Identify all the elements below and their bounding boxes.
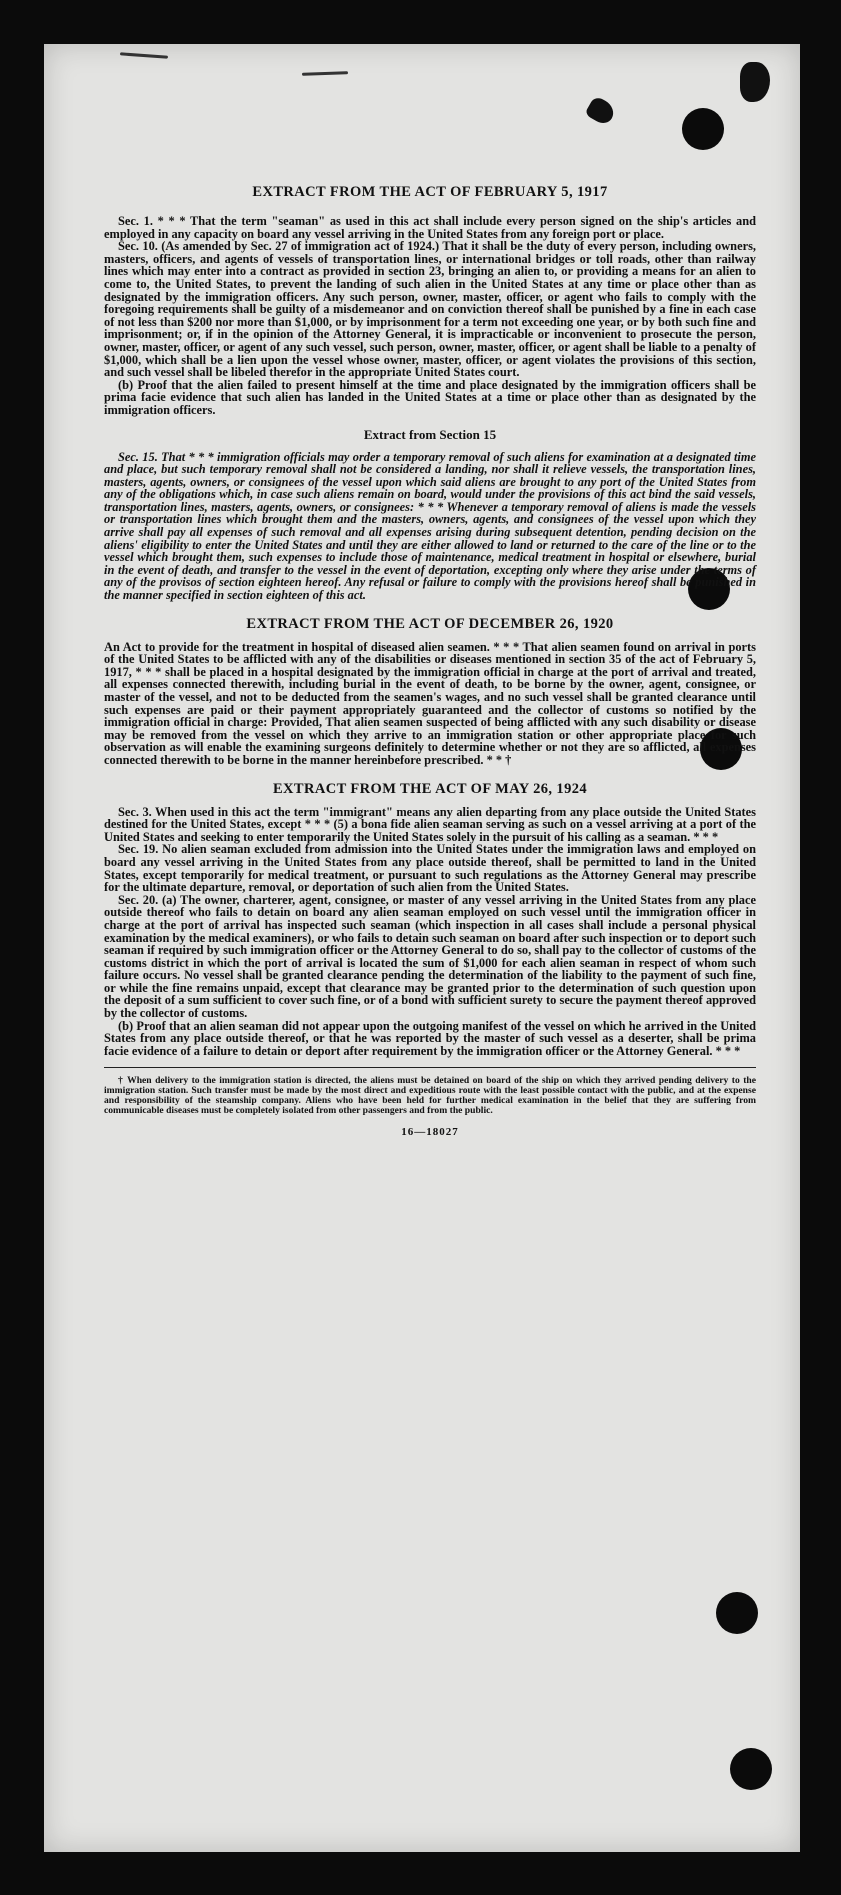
section-1-paragraph: Sec. 1. * * * That the term "seaman" as used in this act shall include every person signed on the ship's articles and employed in any capacity on board any vessel arriving in the United States from any foreign port or place.: [104, 214, 756, 241]
act-1917-heading: EXTRACT FROM THE ACT OF FEBRUARY 5, 1917: [252, 184, 608, 200]
act-1920-heading: EXTRACT FROM THE ACT OF DECEMBER 26, 1920: [246, 615, 614, 632]
punch-hole: [716, 1592, 758, 1634]
paper-tear-mark: [584, 95, 618, 127]
footnote-divider: [104, 1067, 756, 1068]
section-3-paragraph: Sec. 3. When used in this act the term "immigrant" means any alien departing from any place outside the United States destined for the United States, except * * * (5) a bona fide alien seaman serving as such on a vessel arriving at a port of the United States and seeking to enter temporarily the United States solely in the pursuit of his calling as a seaman. * * *: [104, 804, 756, 844]
section-10-paragraph: Sec. 10. (As amended by Sec. 27 of immigration act of 1924.) That it shall be the duty of every person, including owners, masters, officers, and agents of vessels of transportation lines, or international bridges or toll roads, other than railway lines which may enter into a contract as provided in section 23, bringing an alien to, or providing a means for an alien to come to, the United States, to prevent the landing of such alien in the United States at any time or place other than as designated by the immigration officers. Any such person, owner, master, officer, or agent who fails to comply with the foregoing requirements shall be guilty of a misdemeanor and on conviction thereof shall be punished by a fine in each case of not less than $200 nor more than $1,000, or by imprisonment for a term not exceeding one year, or by both such fine and imprisonment; or, if in the opinion of the Attorney General, it is impracticable or inconvenient to prosecute the person, owner, master, officer, or agent of any such vessel, such person, owner, master, officer, or agent shall be liable to a penalty of $1,000, which shall be a lien upon the vessel whose owner, master, officer, or agent violates the provisions of this section, and such vessel shall be libeled therefor in the appropriate United States court.: [104, 239, 756, 380]
section-20a-paragraph: Sec. 20. (a) The owner, charterer, agent, consignee, or master of any vessel arriving in the United States from any place outside thereof who fails to detain on board any alien seaman employed on such vessel until the immigration officer in charge at the port of arrival has inspected such seaman (which inspection in all cases shall include a personal physical examination by the medical examiners), or who fails to detain such seaman on board after such inspection or to deport such seaman if required by such immigration officer or the Attorney General to do so, shall pay to the collector of customs of the customs district in which the port of arrival is located the sum of $1,000 for each alien seaman in respect of whom such failure occurs. No vessel shall be granted clearance pending the determination of the liability to the payment of such fine, or while the fine remains unpaid, except that clearance may be granted prior to the determination of such question upon the deposit of a sum sufficient to cover such fine, or of a bond with sufficient surety to secure the payment thereof approved by the collector of customs.: [104, 892, 756, 1021]
staple-mark: [302, 71, 348, 76]
paper-tear-mark: [740, 62, 770, 102]
document-body: [104, 184, 756, 1138]
act-1920-paragraph: An Act to provide for the treatment in hospital of diseased alien seamen. * * * That alien seamen found on arrival in ports of the United States to be afflicted with any of the disabilities or diseases mentioned in section 35 of the act of February 5, 1917, * * * shall be placed in a hospital designated by the immigration official in charge at the port of arrival and treated, all expenses connected therewith, including burial in the event of death, to be borne by the owner, agent, consignee, or master of the vessel, and not to be deducted from the seamen's wages, and no such vessel shall be granted clearance until such expenses are paid or their payment appropriately guaranteed and the collector of customs so notified by the immigration official in charge: Provided, That alien seamen suspected of being afflicted with any such disability or disease may be removed from the vessel on which they arrive to an immigration station or other appropriate place for such observation as will enable the examining surgeons definitely to determine whether or not they are so afflicted, all expenses connected therewith to be borne in the manner hereinbefore prescribed. * * †: [104, 639, 756, 767]
section-19-paragraph: Sec. 19. No alien seaman excluded from admission into the United States under the immigration laws and employed on board any vessel arriving in the United States from any place outside thereof, shall be permitted to land in the United States, except temporarily for medical treatment, or pursuant to such regulations as the Attorney General may prescribe for the ultimate departure, removal, or deportation of such alien from the United States.: [104, 842, 756, 895]
section-10b-paragraph: (b) Proof that the alien failed to present himself at the time and place designated by the immigration officers shall be prima facie evidence that such alien has landed in the United States at a time or place other than as designated by the immigration officers.: [104, 377, 756, 417]
section-20b-paragraph: (b) Proof that an alien seaman did not appear upon the outgoing manifest of the vessel on which he arrived in the United States from any place outside thereof, or that he was reported by the master of such vessel as a deserter, shall be prima facie evidence of a failure to detain or deport after requirement by the immigration officer or the Attorney General. * * *: [104, 1018, 756, 1058]
footnote: † When delivery to the immigration station is directed, the aliens must be detained on board of the ship on which they arrived pending delivery to the immigration station. Such transfer must be made by the most direct and expeditious route with the least possible contact with the public, and at the expense and responsibility of the steamship company. Aliens who have been held for further medical examination in the belief that they are suffering from communicable diseases must be completely isolated from other passengers and from the public.: [104, 1075, 756, 1117]
punch-hole: [682, 108, 724, 150]
document-sheet: [44, 44, 800, 1852]
section-15-paragraph: Sec. 15. That * * * immigration officials may order a temporary removal of such aliens for examination at a designated time and place, but such temporary removal shall not be considered a landing, nor shall it relieve vessels, the transportation lines, masters, agents, owners, or consignees of the vessel upon which said aliens are brought to any port of the United States from any of the obligations which, in case such aliens remain on board, would under the provisions of this act bind the said vessels, transportation lines, masters, agents, owners, or consignees: * * * Whenever a temporary removal of aliens is made the vessels or transportation lines which brought them and the masters, owners, agents, and consignees of the vessel upon which they arrive shall pay all expenses of such removal and all expenses arising during subsequent detention, pending decision on the aliens' eligibility to enter the United States and until they are either allowed to land or returned to the care of the line or to the vessel which brought them, such expenses to include those of maintenance, medical treatment in hospital or elsewhere, burial in the event of death, and transfer to the vessel in the event of deportation, excepting only where they arise under the terms of any of the provisos of section eighteen hereof. Any refusal or failure to comply with the provisions hereof shall be punished in the manner specified in section eighteen of this act.: [104, 449, 756, 603]
act-1924-heading: EXTRACT FROM THE ACT OF MAY 26, 1924: [272, 780, 588, 797]
punch-hole: [730, 1748, 772, 1790]
form-number: 16—18027: [401, 1126, 459, 1139]
staple-mark: [120, 52, 168, 58]
section-15-subheading: Extract from Section 15: [363, 426, 497, 442]
